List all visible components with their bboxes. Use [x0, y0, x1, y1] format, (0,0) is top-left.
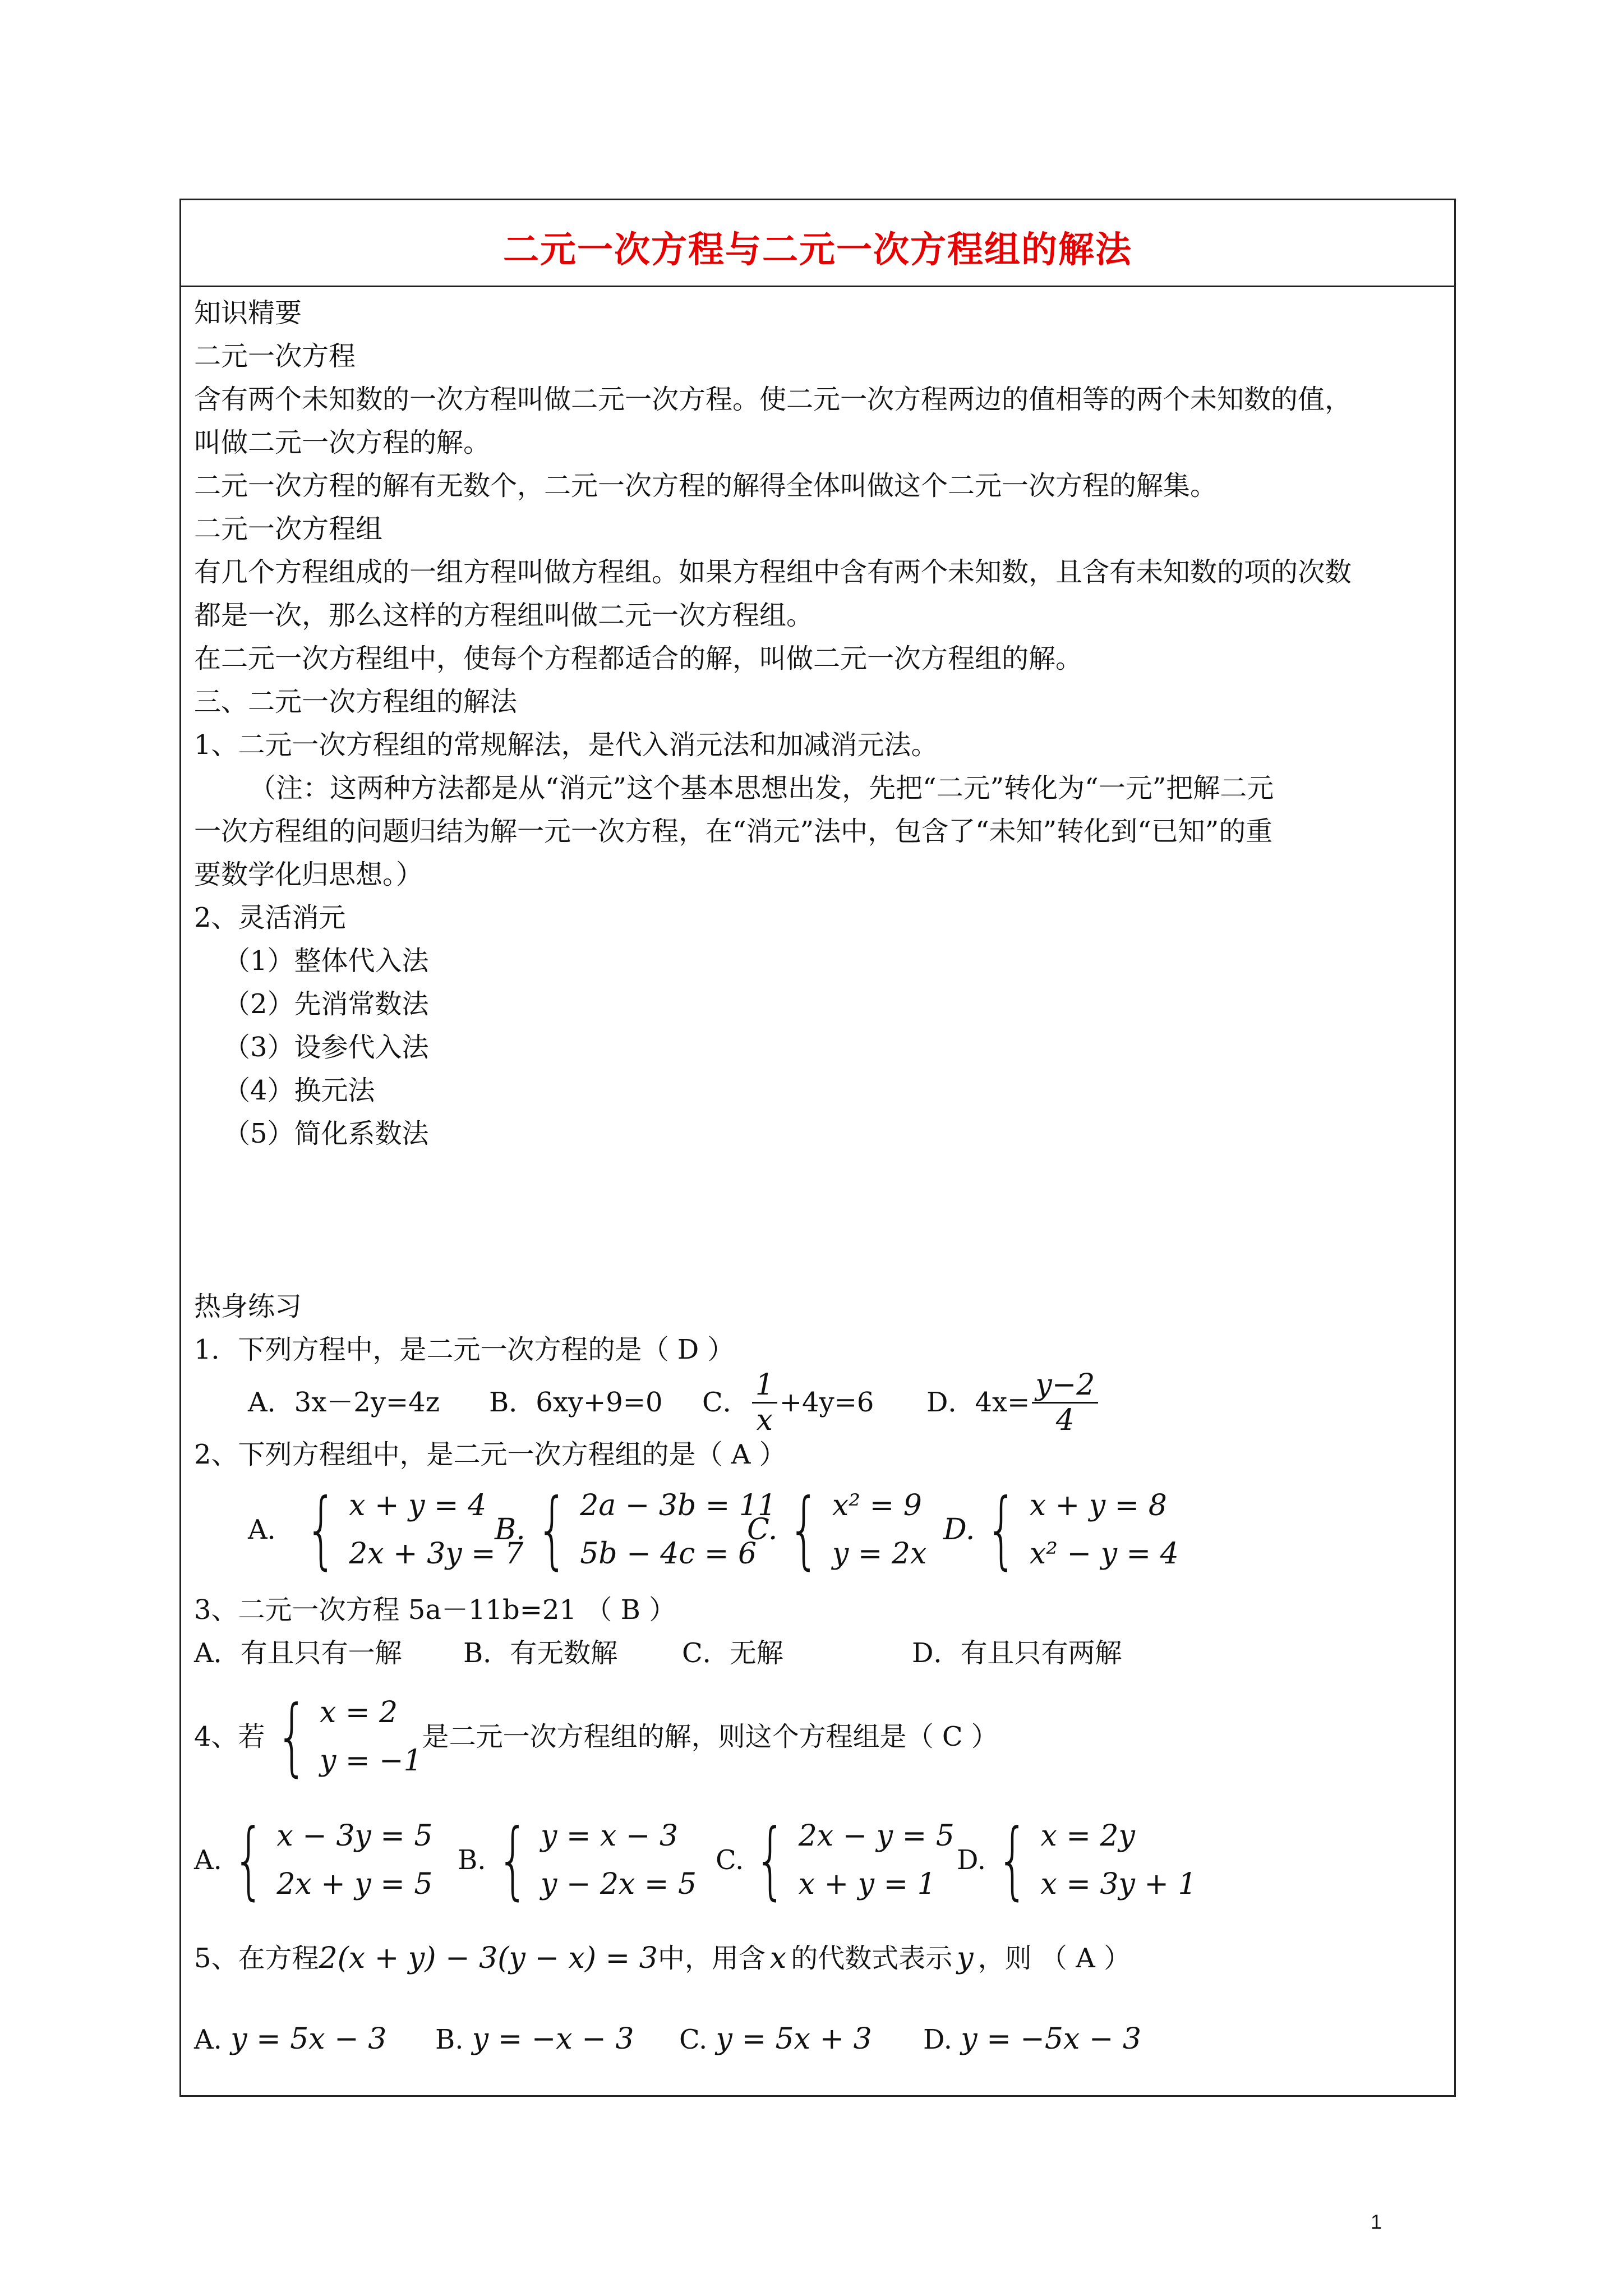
question-stem: 4、若 { x = 2 y = −1 是二元一次方程组的解，则这个方程组是（ C ）	[194, 1688, 998, 1786]
method-item: （3）设参代入法	[223, 1032, 429, 1063]
page-number: 1	[1370, 2210, 1382, 2233]
note: 要数学化归思想。）	[194, 859, 423, 890]
paragraph: 在二元一次方程组中，使每个方程都适合的解，叫做二元一次方程组的解。	[194, 643, 1083, 674]
method-item: （4）换元法	[223, 1075, 375, 1106]
subheading: 三、二元一次方程组的解法	[194, 686, 518, 717]
option-a: A． { x + y = 4 2x + 3y = 7	[248, 1481, 524, 1579]
fraction: $\frac{y-2}{4}$	[1032, 1368, 1098, 1437]
option-b: B．6xy+9=0	[489, 1386, 663, 1418]
paragraph: 2、灵活消元	[194, 902, 346, 933]
option-a: A．3x－2y=4z	[248, 1386, 440, 1418]
question-options	[194, 1804, 1445, 1916]
option-c: C. y = 5x + 3	[679, 2022, 872, 2056]
option-a: A. { x − 3y = 5 2x + y = 5	[194, 1811, 433, 1909]
paragraph: 都是一次，那么这样的方程组叫做二元一次方程组。	[194, 600, 814, 631]
solution-system: { x = 2 y = −1	[275, 1688, 422, 1786]
question-options	[194, 1476, 1445, 1583]
section-heading: 知识精要	[194, 297, 302, 329]
paragraph: 二元一次方程的解有无数个，二元一次方程的解得全体叫做这个二元一次方程的解集。	[194, 470, 1218, 501]
paragraph: 叫做二元一次方程的解。	[194, 427, 491, 458]
content-body	[194, 292, 1445, 2073]
note: （注：这两种方法都是从“消元”这个基本思想出发，先把“二元”转化为“一元”把解二元	[249, 772, 1274, 804]
question-options	[194, 1632, 1445, 1675]
method-item: （1）整体代入法	[223, 945, 429, 977]
option-d: D. { x + y = 8 x² − y = 4	[943, 1481, 1179, 1579]
option-c: C．无解	[682, 1637, 783, 1669]
paragraph: 1、二元一次方程组的常规解法，是代入消元法和加减消元法。	[194, 729, 938, 761]
option-b: B. { y = x − 3 y − 2x = 5	[458, 1811, 697, 1909]
paragraph: 含有两个未知数的一次方程叫做二元一次方程。使二元一次方程两边的值相等的两个未知数的值，	[194, 384, 1352, 415]
question-stem: 5、在方程 2(x + y) − 3(y − x) = 3 中，用含 x 的代数式表示 y ，则 （ A ）	[194, 1927, 1445, 1989]
question-stem: 2、下列方程组中，是二元一次方程组的是（ A ）	[194, 1439, 786, 1470]
option-c: C. { 2x − y = 5 x + y = 1	[716, 1811, 955, 1909]
option-b: B. { 2a − 3b = 11 5b − 4c = 6	[495, 1481, 777, 1579]
option-d: D. { x = 2y x = 3y + 1	[957, 1811, 1197, 1909]
subheading: 二元一次方程组	[194, 513, 383, 545]
question-options	[194, 1368, 1445, 1437]
fraction: $\frac{1}{x}$	[752, 1368, 777, 1437]
option-c: C. { x² = 9 y = 2x	[747, 1481, 927, 1579]
option-a: A. y = 5x − 3	[194, 2022, 387, 2056]
option-b: B．有无数解	[463, 1637, 618, 1669]
option-d: D．有且只有两解	[912, 1637, 1122, 1669]
option-b: B. y = −x − 3	[435, 2022, 634, 2056]
subheading: 二元一次方程	[194, 341, 356, 372]
option-c: C． $\frac{1}{x}$ +4y=6	[702, 1368, 874, 1437]
note: 一次方程组的问题归结为解一元一次方程，在“消元”法中，包含了“未知”转化到“已知”的重	[194, 816, 1273, 847]
page-title: 二元一次方程与二元一次方程组的解法	[503, 229, 1132, 271]
section-heading: 热身练习	[194, 1291, 302, 1322]
option-d: D. y = −5x − 3	[923, 2022, 1141, 2056]
option-a: A．有且只有一解	[194, 1637, 402, 1669]
question-options	[194, 2006, 1445, 2073]
question-stem: 3、二元一次方程 5a－11b=21 （ B ）	[194, 1594, 676, 1626]
title-row	[179, 199, 1456, 287]
question-stem: 1．下列方程中，是二元一次方程的是（ D ）	[194, 1334, 735, 1365]
method-item: （2）先消常数法	[223, 988, 429, 1020]
paragraph: 有几个方程组成的一组方程叫做方程组。如果方程组中含有两个未知数，且含有未知数的项的次数	[194, 556, 1352, 588]
equation: 2(x + y) − 3(y − x) = 3	[319, 1941, 658, 1975]
method-item: （5）简化系数法	[223, 1118, 429, 1149]
option-d: D．4x= $\frac{y-2}{4}$	[926, 1368, 1100, 1437]
